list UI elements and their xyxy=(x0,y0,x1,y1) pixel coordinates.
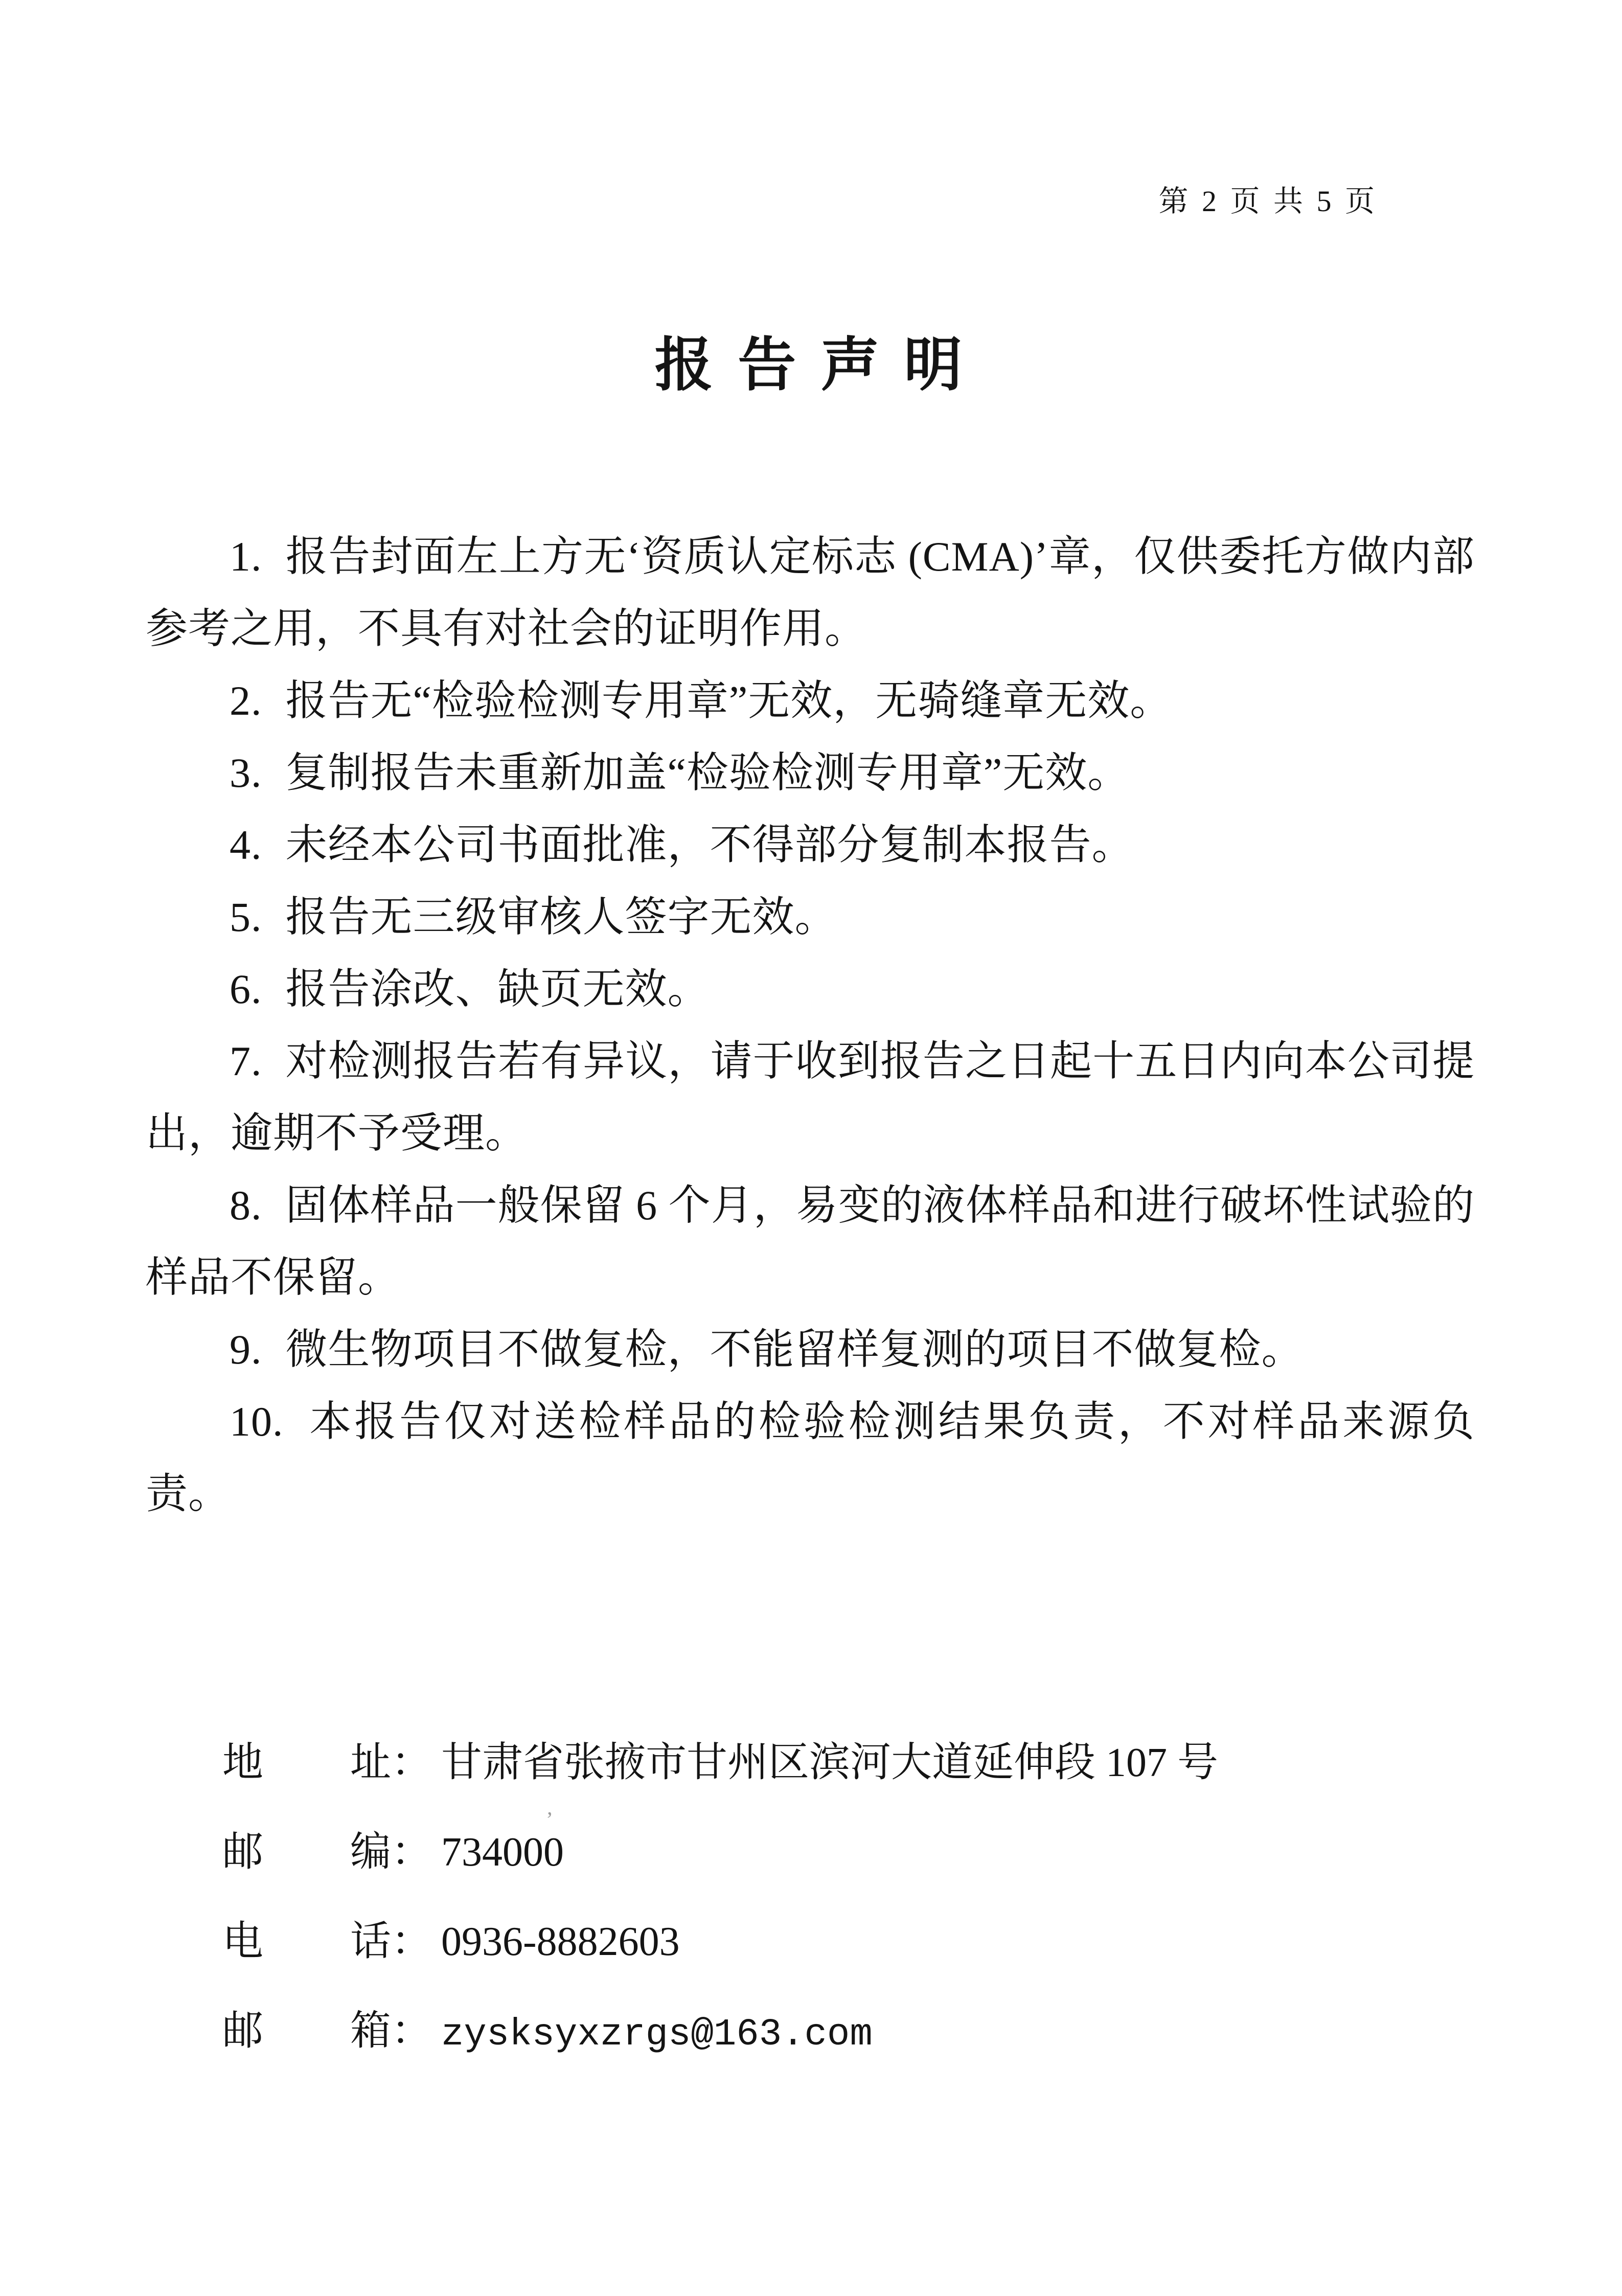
contact-label-char: 邮 xyxy=(222,2009,263,2054)
item-number: 1. xyxy=(230,533,262,580)
item-text: 报告涂改、缺页无效。 xyxy=(285,966,710,1012)
email-value: zysksyxzrgs@163.com xyxy=(441,2013,873,2056)
contact-colon: ： xyxy=(391,2009,432,2054)
declaration-list xyxy=(146,520,1475,1530)
contact-colon: ： xyxy=(391,1830,432,1875)
declaration-item-9 xyxy=(146,1313,1475,1385)
item-text: 微生物项目不做复检，不能留样复测的项目不做复检。 xyxy=(285,1326,1304,1373)
page-title: 报 告 声 明 xyxy=(654,333,968,398)
contact-label xyxy=(222,1908,391,1967)
item-text: 复制报告未重新加盖“检验检测专用章”无效。 xyxy=(285,749,1130,796)
contact-row-email xyxy=(222,1997,1218,2056)
postcode-value: 734000 xyxy=(441,1830,564,1875)
item-text: 对检测报告若有异议，请于收到报告之日起十五日内向本公司提出，逾期不予受理。 xyxy=(146,1038,1475,1156)
contact-colon: ： xyxy=(391,1919,432,1964)
item-number: 8. xyxy=(230,1182,262,1229)
declaration-item-8 xyxy=(146,1169,1475,1313)
contact-label-char: 邮 xyxy=(222,1830,263,1875)
item-number: 6. xyxy=(230,966,262,1012)
item-number: 3. xyxy=(230,749,262,796)
contact-row-phone xyxy=(222,1908,1218,1967)
scan-artifact-mark: ’ xyxy=(546,1808,553,1832)
declaration-item-3 xyxy=(146,737,1475,809)
contact-label-char: 址 xyxy=(350,1740,391,1785)
contact-label xyxy=(222,1997,391,2056)
item-number: 10. xyxy=(230,1398,284,1445)
item-text: 报告无三级审核人签字无效。 xyxy=(285,894,837,940)
declaration-item-2 xyxy=(146,665,1475,737)
contact-block xyxy=(222,1729,1218,2087)
item-text: 报告无“检验检测专用章”无效，无骑缝章无效。 xyxy=(285,677,1173,724)
contact-colon: ： xyxy=(391,1740,432,1785)
declaration-item-6 xyxy=(146,953,1475,1025)
item-number: 7. xyxy=(230,1038,262,1084)
item-number: 9. xyxy=(230,1326,262,1373)
declaration-item-10 xyxy=(146,1385,1475,1530)
contact-label-char: 编 xyxy=(350,1830,391,1875)
item-text: 本报告仅对送检样品的检验检测结果负责，不对样品来源负责。 xyxy=(146,1398,1475,1517)
declaration-item-4 xyxy=(146,809,1475,881)
contact-row-address xyxy=(222,1729,1218,1788)
contact-label-char: 电 xyxy=(222,1919,263,1964)
item-number: 4. xyxy=(230,822,262,868)
declaration-item-5 xyxy=(146,881,1475,953)
contact-label-char: 箱 xyxy=(350,2009,391,2054)
item-number: 2. xyxy=(230,677,262,724)
contact-label-char: 话 xyxy=(350,1919,391,1964)
item-number: 5. xyxy=(230,894,262,940)
contact-label xyxy=(222,1818,391,1877)
item-text: 固体样品一般保留 6 个月，易变的液体样品和进行破坏性试验的样品不保留。 xyxy=(146,1182,1475,1301)
item-text: 未经本公司书面批准，不得部分复制本报告。 xyxy=(285,822,1134,868)
contact-label-char: 地 xyxy=(222,1740,263,1785)
page-indicator: 第 2 页 共 5 页 xyxy=(1158,185,1378,218)
item-text: 报告封面左上方无‘资质认定标志 (CMA)’章，仅供委托方做内部参考之用，不具有对社会的证明作用。 xyxy=(146,533,1475,652)
phone-value: 0936-8882603 xyxy=(441,1919,680,1964)
declaration-item-7 xyxy=(146,1025,1475,1169)
contact-label xyxy=(222,1729,391,1788)
address-value: 甘肃省张掖市甘州区滨河大道延伸段 107 号 xyxy=(441,1740,1218,1785)
contact-row-postcode xyxy=(222,1818,1218,1877)
declaration-item-1 xyxy=(146,520,1475,665)
